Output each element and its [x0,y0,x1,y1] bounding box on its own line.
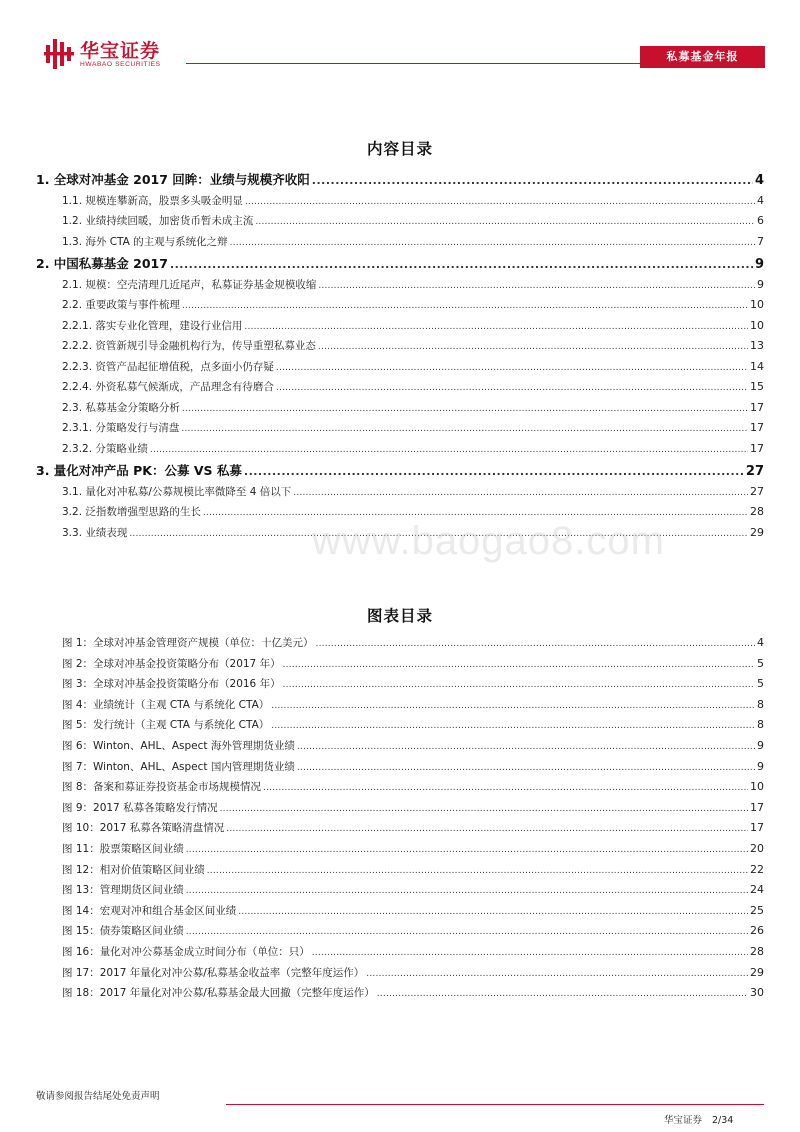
toc-entry[interactable] [36,193,764,214]
footer-divider [226,1104,764,1105]
figure-entry[interactable] [36,882,764,903]
dot-leader [297,763,755,773]
figure-entry-page: 20 [750,841,764,855]
dot-leader [283,680,755,690]
toc-entry[interactable] [36,338,764,359]
toc-entry-text: 2. 中国私募基金 2017 [36,256,168,271]
dot-leader [207,866,748,876]
figure-entry[interactable] [36,656,764,677]
figure-entry[interactable] [36,820,764,841]
toc-entry-text: 2.2.2. 资管新规引导金融机构行为，传导重塑私募业态 [62,340,316,352]
dot-leader [182,404,748,414]
toc-entry-page: 9 [754,257,764,272]
toc-entry-page: 17 [750,441,764,455]
report-type-badge: 私募基金年报 [640,46,765,68]
figure-entry[interactable] [36,944,764,965]
figure-entry-page: 10 [750,780,764,794]
dot-leader [244,322,748,332]
figure-entry-page: 30 [750,986,764,1000]
footer-company: 华宝证券 [664,1115,703,1126]
toc-entry[interactable] [36,484,764,505]
dot-leader [186,927,748,937]
toc-entry-page: 27 [745,464,764,479]
figure-entry-text: 图 10：2017 私募各策略清盘情况 [62,822,225,835]
figure-entry-page: 17 [750,800,764,814]
toc-entry-text: 2.2.1. 落实专业化管理，建设行业信用 [62,319,243,332]
toc-entry-text: 2.3.1. 分策略发行与清盘 [62,422,180,434]
figure-entry[interactable] [36,717,764,738]
toc-entry[interactable] [36,379,764,400]
dot-leader [312,948,748,958]
dot-leader [318,281,755,291]
figure-entry-text: 图 14：宏观对冲和组合基金区间业绩 [62,904,237,917]
figure-entry-page: 28 [750,944,764,958]
toc-entry-text: 1.3. 海外 CTA 的主观与系统化之辩 [62,235,228,248]
figure-entry[interactable] [36,738,764,759]
toc-entry[interactable] [36,420,764,441]
figure-entry-text: 图 7：Winton、AHL、Aspect 国内管理期货业绩 [62,760,295,773]
footer-disclaimer: 敬请参阅报告结尾处免责声明 [36,1091,160,1102]
figure-entry-page: 9 [757,759,764,773]
dot-leader [181,424,748,434]
figure-entry[interactable] [36,862,764,883]
toc-entry-text: 2.2. 重要政策与事件梳理 [62,299,180,311]
figure-entry-text: 图 4：业绩统计（主观 CTA 与系统化 CTA） [62,698,270,711]
figure-entry-text: 图 17：2017 年量化对冲公募/私募基金收益率（完整年度运作） [62,966,365,979]
dot-leader [255,217,755,227]
figure-entry-text: 图 13：管理期货区间业绩 [62,884,184,897]
figure-entry-page: 25 [750,903,764,917]
figure-entry-text: 图 15：债券策略区间业绩 [62,925,184,938]
toc-entry-page: 28 [750,505,764,518]
toc-list [36,170,764,545]
toc-entry-text: 2.2.3. 资管产品起征增值税，点多面小仍存疑 [62,360,274,373]
toc-entry-text: 3.3. 业绩表现 [62,526,128,539]
figure-entry-page: 8 [757,697,764,711]
toc-entry-page: 4 [754,173,764,188]
figure-entry-page: 24 [750,883,764,897]
figure-entry-text: 图 2：全球对冲基金投资策略分布（2017 年） [62,657,281,670]
figure-entry-text: 图 11：股票策略区间业绩 [62,842,184,855]
dot-leader [276,383,748,393]
figure-entry-page: 9 [757,738,764,752]
toc-entry-page: 17 [750,421,764,434]
dot-leader [244,465,744,478]
dot-leader [186,886,748,896]
dot-leader [297,742,755,752]
figure-list [36,635,764,1006]
dot-leader [170,258,753,271]
figure-entry-page: 4 [757,636,764,649]
toc-entry[interactable] [36,461,764,484]
figure-entry[interactable] [36,903,764,924]
toc-entry-page: 13 [750,339,764,352]
dot-leader [271,721,755,731]
figure-entry-text: 图 5：发行统计（主观 CTA 与系统化 CTA） [62,719,270,732]
figure-entry-text: 图 6：Winton、AHL、Aspect 海外管理期货业绩 [62,739,295,752]
toc-entry[interactable] [36,213,764,234]
figure-entry-page: 29 [750,965,764,979]
toc-entry-text: 3.1. 量化对冲私募/公募规模比率微降至 4 倍以下 [62,485,292,498]
toc-title: 内容目录 [366,140,433,158]
dot-leader [318,342,748,352]
figure-entry[interactable] [36,800,764,821]
page-number: 2/34 [712,1115,734,1126]
figure-entry-text: 图 1：全球对冲基金管理资产规模（单位：十亿美元） [62,637,314,649]
dot-leader [276,363,748,373]
figure-entry[interactable] [36,965,764,986]
toc-entry[interactable] [36,277,764,298]
dot-leader [283,660,755,670]
figure-entry-page: 5 [757,677,764,691]
header-divider [186,63,640,64]
figure-entry[interactable] [36,779,764,800]
figure-entry-text: 图 3：全球对冲基金投资策略分布（2016 年） [62,678,281,691]
dot-leader [366,969,748,979]
toc-entry[interactable] [36,359,764,380]
toc-entry-page: 27 [750,484,764,498]
figure-entry[interactable] [36,923,764,944]
toc-entry[interactable] [36,297,764,318]
dot-leader [230,238,755,248]
toc-entry-text: 1.2. 业绩持续回暖，加密货币暂未成主流 [62,215,254,227]
logo-mark-icon [44,36,74,70]
figure-entry-page: 22 [750,862,764,876]
figure-entry-text: 图 16：量化对冲公募基金成立时间分布（单位：只） [62,945,310,958]
logo-chinese-name: 华宝证券 [80,40,161,62]
figure-entry-page: 17 [750,821,764,835]
dot-leader [226,824,748,834]
dot-leader [150,445,748,455]
dot-leader [377,989,748,999]
footer-info [664,1112,733,1126]
toc-entry[interactable] [36,400,764,421]
toc-entry-page: 29 [750,525,764,539]
toc-entry-text: 3. 量化对冲产品 PK：公募 VS 私募 [36,463,242,478]
toc-entry-page: 17 [750,400,764,414]
dot-leader [182,301,748,311]
page-header [0,0,800,80]
dot-leader [271,701,755,711]
toc-entry-page: 14 [750,359,764,373]
toc-entry-text: 2.3.2. 分策略业绩 [62,442,148,455]
figure-entry-page: 8 [757,718,764,732]
dot-leader [238,907,748,917]
figure-entry[interactable] [36,985,764,1006]
toc-entry-text: 2.2.4. 外资私募气候渐成，产品理念有待磨合 [62,381,274,393]
dot-leader [220,804,748,814]
figure-entry[interactable] [36,841,764,862]
watermark: www.baogao8.com [312,519,665,563]
toc-entry-page: 9 [757,277,764,291]
figure-entry[interactable] [36,635,764,656]
toc-entry-page: 10 [750,318,764,332]
toc-entry[interactable] [36,234,764,255]
toc-entry-text: 3.2. 泛指数增强型思路的生长 [62,506,201,518]
toc-entry[interactable] [36,441,764,462]
toc-entry[interactable] [36,254,764,277]
company-logo [44,36,194,72]
figure-entry[interactable] [36,759,764,780]
toc-entry-page: 6 [757,214,764,227]
toc-entry[interactable] [36,318,764,339]
dot-leader [203,508,748,518]
figure-list-title: 图表目录 [366,607,433,625]
toc-entry-text: 1.1. 规模连攀新高，股票多头吸金明显 [62,194,243,207]
dot-leader [186,845,748,855]
dot-leader [245,197,755,207]
figure-entry[interactable] [36,676,764,697]
dot-leader [316,639,755,649]
dot-leader [312,174,753,187]
figure-entry-page: 26 [750,924,764,938]
toc-entry-page: 4 [757,193,764,207]
toc-entry-page: 7 [757,234,764,248]
toc-entry-page: 15 [750,380,764,393]
figure-entry-text: 图 12：相对价值策略区间业绩 [62,863,205,876]
logo-english-name: HWABAO SECURITIES [80,61,161,68]
toc-entry-text: 2.3. 私募基金分策略分析 [62,401,180,414]
figure-entry-text: 图 18：2017 年量化对冲公募/私募基金最大回撤（完整年度运作） [62,987,375,1000]
figure-entry-page: 5 [757,656,764,670]
toc-entry-page: 10 [750,298,764,311]
toc-entry[interactable] [36,170,764,193]
figure-entry-text: 图 8：备案和募证券投资基金市场规模情况 [62,781,262,794]
toc-entry-text: 2.1. 规模：空壳清理几近尾声，私募证券基金规模收缩 [62,278,317,291]
figure-entry-text: 图 9：2017 私募各策略发行情况 [62,801,218,814]
figure-entry[interactable] [36,697,764,718]
dot-leader [293,488,748,498]
dot-leader [263,783,748,793]
toc-entry-text: 1. 全球对冲基金 2017 回眸：业绩与规模齐收阳 [36,172,310,187]
